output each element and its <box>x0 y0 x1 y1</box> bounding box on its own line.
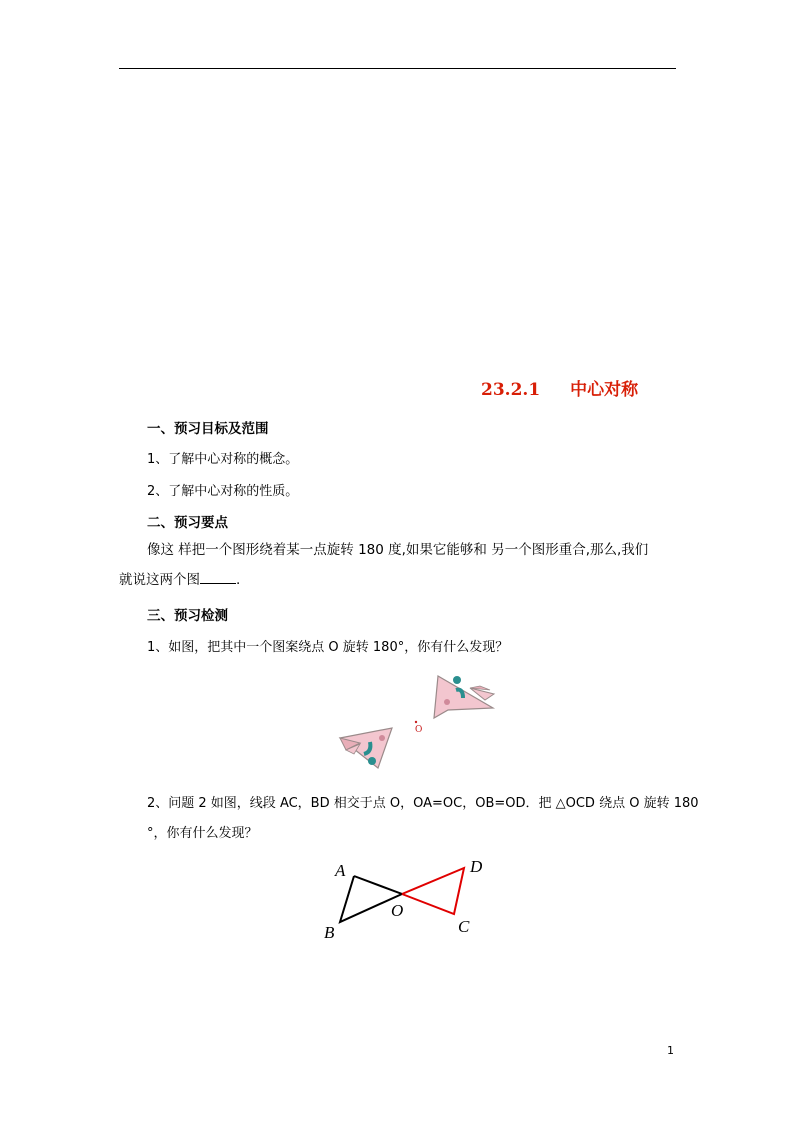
section1-heading: 一、预习目标及范围 <box>147 421 269 437</box>
question-2-line2: °，你有什么发现？ <box>147 826 258 841</box>
section3-heading: 三、预习检测 <box>147 608 228 624</box>
label-a: A <box>335 861 346 880</box>
section2-paragraph <box>119 535 679 595</box>
triangle-ocd <box>402 868 464 914</box>
page-title <box>481 375 638 400</box>
section2-text-line1: 像这 样把一个图形绕着某一点旋转 180 度,如果它能够和 另一个图形重合,那么,我们 <box>147 542 649 558</box>
section1-item-2: 2、了解中心对称的性质。 <box>147 484 299 499</box>
triangle-rotation-figure <box>318 852 498 948</box>
rotation-center <box>415 721 423 735</box>
center-label: O <box>415 725 423 735</box>
section2-text-end: . <box>236 572 241 588</box>
header-rule <box>119 68 676 69</box>
label-d: D <box>470 857 483 876</box>
fish-lower <box>340 728 392 768</box>
page-number: 1 <box>667 1044 674 1057</box>
label-b: B <box>324 923 335 942</box>
section2-heading: 二、预习要点 <box>147 515 228 531</box>
label-c: C <box>458 917 470 936</box>
title-text: 中心对称 <box>570 380 639 400</box>
rotated-fish-figure <box>330 668 500 776</box>
title-number: 23.2.1 <box>481 380 541 400</box>
section1-item-1: 1、了解中心对称的概念。 <box>147 452 299 467</box>
fish-upper <box>434 676 494 718</box>
fill-in-blank <box>200 571 236 584</box>
question-2-line1: 2、问题 2 如图，线段 AC，BD 相交于点 O，OA=OC，OB=OD．把 △OCD 绕点 O 旋转 180 <box>147 796 699 811</box>
question-1: 1、如图，把其中一个图案绕点 O 旋转 180°，你有什么发现？ <box>147 640 509 655</box>
label-o: O <box>391 901 404 920</box>
section2-text-line2: 就说这两个图 <box>119 572 200 588</box>
